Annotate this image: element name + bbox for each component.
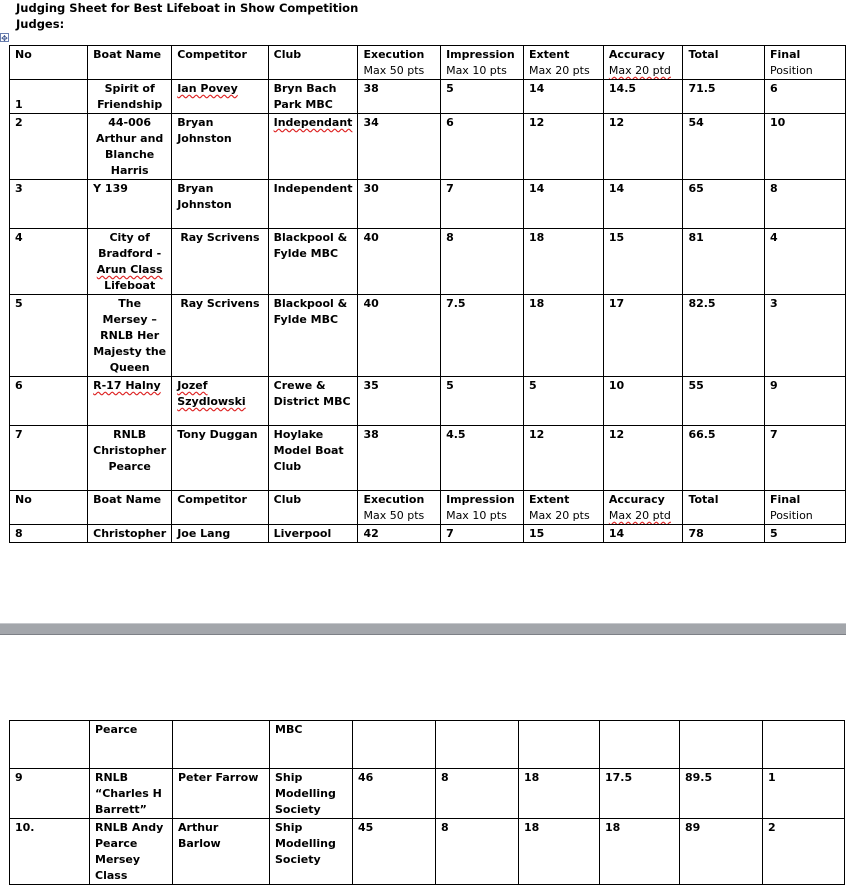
column-header: Final Position (764, 491, 845, 525)
competitor-name: Joe Lang (172, 525, 268, 543)
accuracy-score (600, 721, 680, 769)
extent-score: 14 (523, 80, 603, 114)
accuracy-score: 12 (603, 114, 683, 180)
row-number: 2 (10, 114, 88, 180)
extent-score: 18 (519, 769, 600, 819)
table-row (10, 180, 846, 229)
total-score: 89 (680, 819, 763, 885)
total-score: 82.5 (683, 295, 765, 377)
competitor-name: Tony Duggan (172, 426, 268, 491)
table-row (10, 819, 845, 885)
competitor-name: Jozef Szydlowski (172, 377, 268, 426)
column-header: Final Position (764, 46, 845, 80)
club-name: MBC (270, 721, 353, 769)
extent-score (519, 721, 600, 769)
accuracy-score: 14 (603, 525, 683, 543)
position-score: 8 (764, 180, 845, 229)
impression-score: 7.5 (441, 295, 524, 377)
table-row (10, 114, 846, 180)
page-break-divider (0, 623, 846, 635)
row-number: 7 (10, 426, 88, 491)
row-number: 5 (10, 295, 88, 377)
position-score: 2 (763, 819, 845, 885)
total-score: 65 (683, 180, 765, 229)
accuracy-score: 17.5 (600, 769, 680, 819)
boat-name: Christopher (88, 525, 172, 543)
table-row (10, 229, 846, 295)
total-score (680, 721, 763, 769)
impression-score: 8 (436, 769, 519, 819)
accuracy-score: 12 (603, 426, 683, 491)
row-number (10, 721, 90, 769)
execution-score: 45 (353, 819, 436, 885)
competitor-name: Bryan Johnston (172, 114, 268, 180)
execution-score: 35 (358, 377, 441, 426)
row-number: 6 (10, 377, 88, 426)
impression-score (436, 721, 519, 769)
boat-name: RNLB Andy Pearce Mersey Class (90, 819, 173, 885)
judging-table-continued (9, 720, 845, 885)
column-header: Accuracy Max 20 ptd (603, 46, 683, 80)
accuracy-score: 14.5 (603, 80, 683, 114)
accuracy-score: 14 (603, 180, 683, 229)
boat-name: Pearce (90, 721, 173, 769)
accuracy-score: 18 (600, 819, 680, 885)
document-title: Judging Sheet for Best Lifeboat in Show Competition (16, 1, 359, 15)
move-anchor-icon[interactable]: ✥ (1, 34, 8, 43)
column-header: Impression Max 10 pts (441, 491, 524, 525)
boat-name: City of Bradford - Arun Class Lifeboat (88, 229, 172, 295)
competitor-name: Ray Scrivens (172, 229, 268, 295)
execution-score: 46 (353, 769, 436, 819)
impression-score: 5 (441, 377, 524, 426)
club-name: Crewe & District MBC (268, 377, 358, 426)
competitor-name: Ray Scrivens (172, 295, 268, 377)
competitor-name: Arthur Barlow (173, 819, 270, 885)
execution-score: 40 (358, 295, 441, 377)
club-name: Ship Modelling Society (270, 769, 353, 819)
boat-name: 44-006 Arthur and Blanche Harris (88, 114, 172, 180)
accuracy-score: 17 (603, 295, 683, 377)
position-score: 5 (764, 525, 845, 543)
position-score: 3 (764, 295, 845, 377)
total-score: 71.5 (683, 80, 765, 114)
column-header: Impression Max 10 pts (441, 46, 524, 80)
extent-score: 5 (523, 377, 603, 426)
position-score: 4 (764, 229, 845, 295)
impression-score: 7 (441, 180, 524, 229)
table-row (10, 769, 845, 819)
club-name: Liverpool (268, 525, 358, 543)
extent-score: 12 (523, 114, 603, 180)
column-header: Total (683, 46, 765, 80)
extent-score: 18 (519, 819, 600, 885)
boat-name: Y 139 (88, 180, 172, 229)
impression-score: 4.5 (441, 426, 524, 491)
column-header: Club (268, 46, 358, 80)
extent-score: 18 (523, 229, 603, 295)
position-score: 6 (764, 80, 845, 114)
table-row (10, 295, 846, 377)
accuracy-score: 10 (603, 377, 683, 426)
column-header: Extent Max 20 pts (523, 491, 603, 525)
position-score: 1 (763, 769, 845, 819)
column-header: No (10, 491, 88, 525)
column-header: Execution Max 50 pts (358, 46, 441, 80)
row-number: 3 (10, 180, 88, 229)
execution-score: 40 (358, 229, 441, 295)
column-header: Total (683, 491, 765, 525)
row-number: 4 (10, 229, 88, 295)
column-header: No (10, 46, 88, 80)
boat-name: RNLB Christopher Pearce (88, 426, 172, 491)
competitor-name: Peter Farrow (173, 769, 270, 819)
column-header: Accuracy Max 20 ptd (603, 491, 683, 525)
boat-name: Spirit of Friendship (88, 80, 172, 114)
header-row (10, 46, 846, 80)
column-header: Competitor (172, 46, 268, 80)
table-row (10, 377, 846, 426)
competitor-name: Bryan Johnston (172, 180, 268, 229)
column-header: Extent Max 20 pts (523, 46, 603, 80)
table-row (10, 80, 846, 114)
table-row (10, 721, 845, 769)
club-name: Independent (268, 180, 358, 229)
column-header: Execution Max 50 pts (358, 491, 441, 525)
club-name: Hoylake Model Boat Club (268, 426, 358, 491)
impression-score: 6 (441, 114, 524, 180)
row-number: 8 (10, 525, 88, 543)
total-score: 81 (683, 229, 765, 295)
execution-score: 38 (358, 80, 441, 114)
boat-name: RNLB “Charles H Barrett” (90, 769, 173, 819)
extent-score: 12 (523, 426, 603, 491)
column-header: Competitor (172, 491, 268, 525)
row-number: 10. (10, 819, 90, 885)
table-row (10, 426, 846, 491)
row-number: 1 (10, 80, 88, 114)
impression-score: 8 (441, 229, 524, 295)
club-name: Blackpool & Fylde MBC (268, 295, 358, 377)
execution-score: 30 (358, 180, 441, 229)
competitor-name (173, 721, 270, 769)
total-score: 66.5 (683, 426, 765, 491)
impression-score: 8 (436, 819, 519, 885)
total-score: 54 (683, 114, 765, 180)
execution-score: 42 (358, 525, 441, 543)
extent-score: 18 (523, 295, 603, 377)
position-score: 10 (764, 114, 845, 180)
execution-score: 34 (358, 114, 441, 180)
column-header: Club (268, 491, 358, 525)
accuracy-score: 15 (603, 229, 683, 295)
boat-name: The Mersey – RNLB Her Majesty the Queen (88, 295, 172, 377)
club-name: Independant (268, 114, 358, 180)
boat-name: R-17 Halny (88, 377, 172, 426)
total-score: 89.5 (680, 769, 763, 819)
position-score (763, 721, 845, 769)
table-row (10, 525, 846, 543)
club-name: Bryn Bach Park MBC (268, 80, 358, 114)
judging-table (9, 45, 846, 543)
execution-score (353, 721, 436, 769)
column-header: Boat Name (88, 491, 172, 525)
execution-score: 38 (358, 426, 441, 491)
club-name: Ship Modelling Society (270, 819, 353, 885)
column-header: Boat Name (88, 46, 172, 80)
extent-score: 15 (523, 525, 603, 543)
position-score: 7 (764, 426, 845, 491)
judges-label: Judges: (16, 17, 65, 31)
club-name: Blackpool & Fylde MBC (268, 229, 358, 295)
total-score: 55 (683, 377, 765, 426)
position-score: 9 (764, 377, 845, 426)
header-row (10, 491, 846, 525)
impression-score: 5 (441, 80, 524, 114)
row-number: 9 (10, 769, 90, 819)
impression-score: 7 (441, 525, 524, 543)
extent-score: 14 (523, 180, 603, 229)
competitor-name: Ian Povey (172, 80, 268, 114)
total-score: 78 (683, 525, 765, 543)
